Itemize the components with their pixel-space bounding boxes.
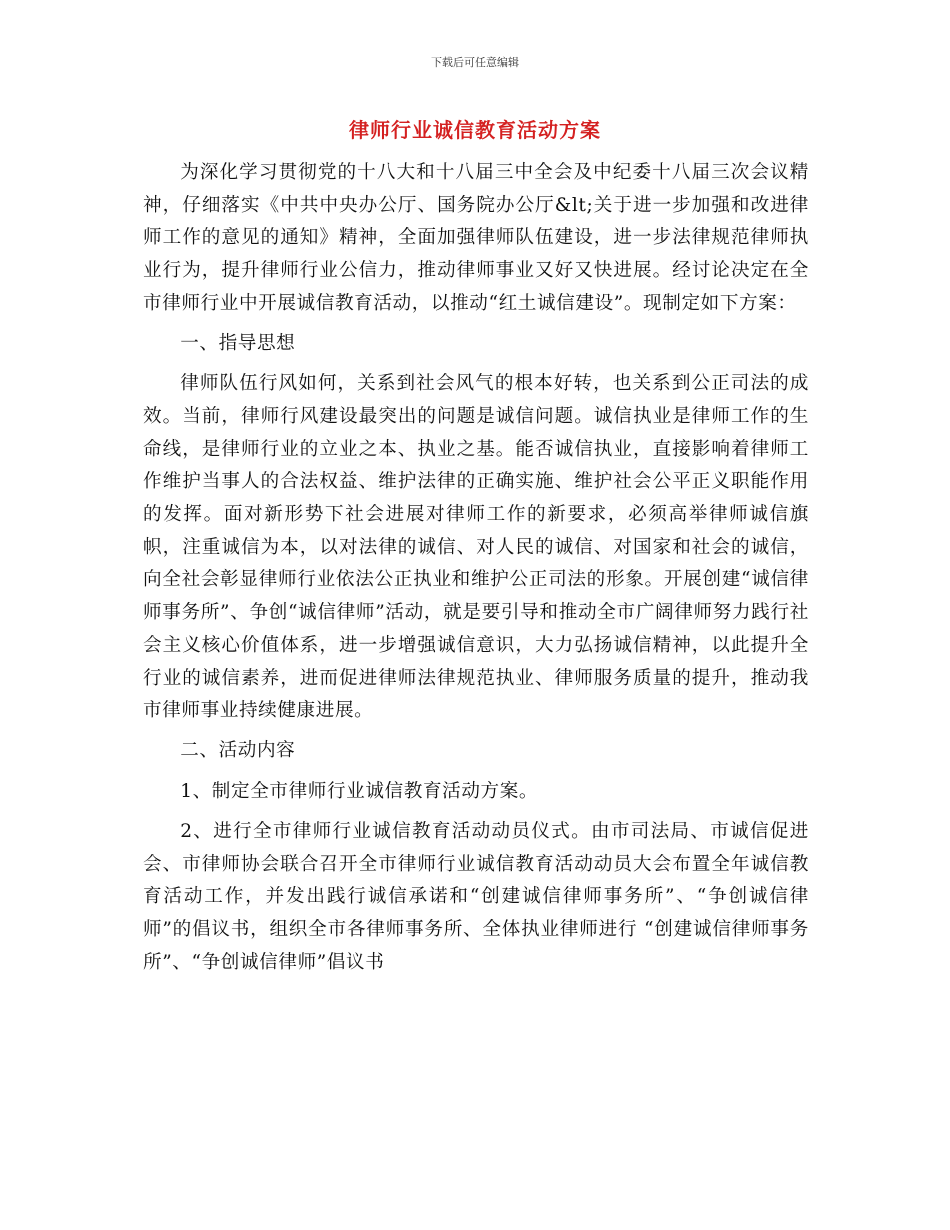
paragraph-intro: 为深化学习贯彻党的十八大和十八届三中全会及中纪委十八届三次会议精神，仔细落实《中共中央办公厅、国务院办公厅&lt;关于进一步加强和改进律师工作的意见的通知》精神，全面加强律师队伍建设，进一步法律规范律师执业行为，提升律师行业公信力，推动律师事业又好又快进展。经讨论决定在全市律师行业中开展诚信教育活动，以推动“红土诚信建设”。现制定如下方案：: [143, 162, 809, 314]
section-heading-activity-content: 二、活动内容: [180, 740, 296, 762]
section-heading-guiding-ideology: 一、指导思想: [180, 333, 296, 355]
paragraph-item-1: 1、制定全市律师行业诚信教育活动方案。: [180, 780, 539, 802]
paragraph-item-2: 2、进行全市律师行业诚信教育活动动员仪式。由市司法局、市诚信促进会、市律师协会联合召开全市律师行业诚信教育活动动员大会布置全年诚信教育活动工作，并发出践行诚信承诺和“创建诚信律师事务所”、“争创诚信律师”的倡议书，组织全市各律师事务所、全体执业律师进行 “创建诚信律师事务所”、“争创诚信律师”倡议书: [143, 820, 809, 973]
document-body: [143, 157, 809, 979]
document-title: 律师行业诚信教育活动方案: [349, 118, 601, 142]
paragraph-guiding-ideology: 律师队伍行风如何，关系到社会风气的根本好转，也关系到公正司法的成效。当前，律师行风建设最突出的问题是诚信问题。诚信执业是律师工作的生命线，是律师行业的立业之本、执业之基。能否诚信执业，直接影响着律师工作维护当事人的合法权益、维护法律的正确实施、维护社会公平正义职能作用的发挥。面对新形势下社会进展对律师工作的新要求，必须高举律师诚信旗帜，注重诚信为本，以对法律的诚信、对人民的诚信、对国家和社会的诚信，向全社会彰显律师行业依法公正执业和维护公正司法的形象。开展创建“诚信律师事务所”、争创“诚信律师”活动，就是要引导和推动全市广阔律师努力践行社会主义核心价值体系，进一步增强诚信意识，大力弘扬诚信精神，以此提升全行业的诚信素养，进而促进律师法律规范执业、律师服务质量的提升，推动我市律师事业持续健康进展。: [143, 373, 809, 722]
header-note: 下载后可任意编辑: [431, 56, 519, 69]
